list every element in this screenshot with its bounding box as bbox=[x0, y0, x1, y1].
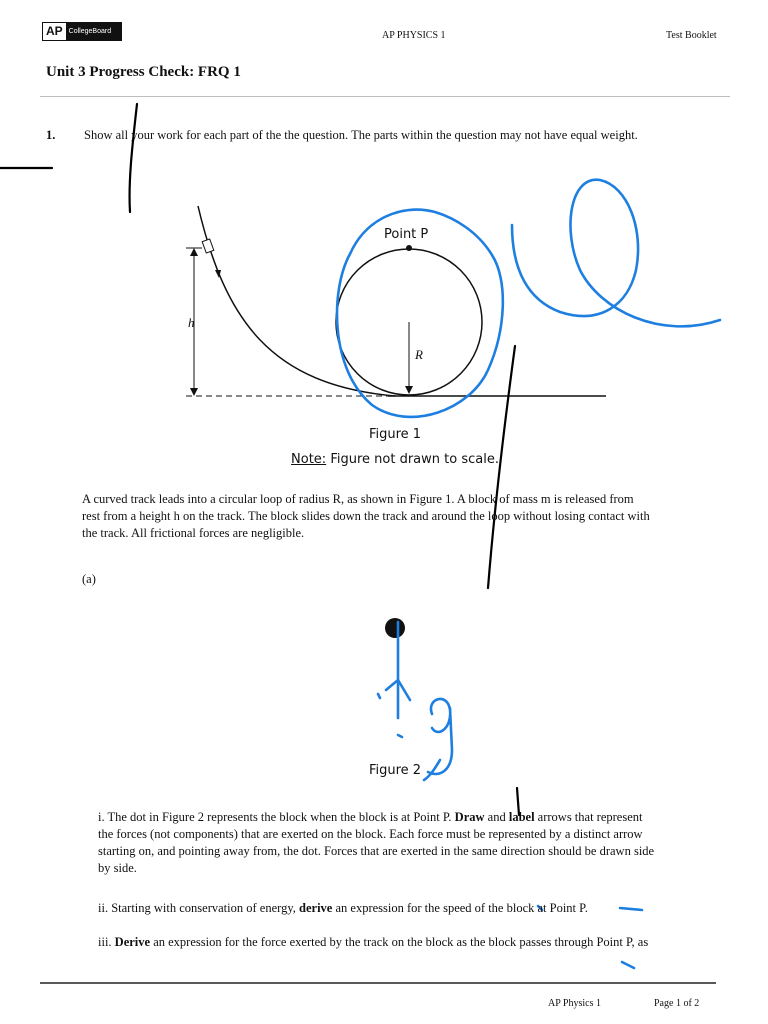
part-ii-derive: derive bbox=[299, 901, 333, 915]
part-iii-derive: Derive bbox=[114, 935, 151, 949]
problem-description bbox=[82, 491, 742, 542]
header-center: AP PHYSICS 1 bbox=[382, 30, 446, 41]
radius-label: R bbox=[415, 347, 423, 362]
part-i-line-4: by side. bbox=[98, 861, 137, 875]
part-i-text-b: and bbox=[484, 810, 509, 824]
note-text: Figure not drawn to scale. bbox=[326, 452, 499, 467]
ink-stroke-long bbox=[488, 346, 515, 588]
part-i-label: label bbox=[508, 810, 535, 824]
ink-dash-bottom bbox=[622, 962, 634, 968]
ink-scribble-e bbox=[512, 180, 720, 327]
footer-page-number: Page 1 of 2 bbox=[654, 998, 700, 1009]
point-p-dot bbox=[406, 245, 412, 251]
ink-dot-2 bbox=[398, 735, 402, 737]
header-right: Test Booklet bbox=[666, 30, 717, 41]
logo-collegeboard-text: CollegeBoard bbox=[66, 23, 121, 40]
logo-ap-text: AP bbox=[43, 23, 66, 40]
part-i-draw: Draw bbox=[454, 810, 485, 824]
part-ii bbox=[98, 900, 738, 917]
description-line-2: rest from a height h on the track. The block slides down the track and around the loop without losing contact with bbox=[82, 509, 650, 523]
footer-left: AP Physics 1 bbox=[548, 998, 601, 1009]
height-label: h bbox=[188, 315, 195, 330]
description-line-1: A curved track leads into a circular loop of radius R, as shown in Figure 1. A block of mass m is released from bbox=[82, 492, 634, 506]
question-instructions: Show all your work for each part of the the question. The parts within the question may not have equal weight. bbox=[84, 128, 638, 142]
part-ii-text-a: ii. Starting with conservation of energy, bbox=[98, 901, 300, 915]
height-arrowhead-top bbox=[190, 248, 198, 256]
part-ii-text-b: an expression for the speed of the block at Point P. bbox=[332, 901, 588, 915]
note-label: Note: bbox=[291, 452, 327, 467]
page-title: Unit 3 Progress Check: FRQ 1 bbox=[46, 64, 241, 80]
part-a-label: (a) bbox=[82, 572, 96, 586]
part-iii-text-a: iii. bbox=[98, 935, 115, 949]
figure-1-caption: Figure 1 bbox=[368, 427, 422, 442]
part-i-text-a: i. The dot in Figure 2 represents the block when the block is at Point P. bbox=[98, 810, 455, 824]
ink-dot-1 bbox=[378, 694, 380, 698]
description-line-3: the track. All frictional forces are negligible. bbox=[82, 526, 305, 540]
height-arrowhead-bottom bbox=[190, 388, 198, 396]
part-iii-text-b: an expression for the force exerted by the track on the block as the block passes through Point P, as bbox=[150, 935, 649, 949]
part-i-text-c: arrows that represent bbox=[534, 810, 643, 824]
part-iii bbox=[98, 934, 738, 951]
figure-2-caption: Figure 2 bbox=[368, 763, 422, 778]
figure-1-note bbox=[260, 452, 530, 467]
radius-arrowhead bbox=[405, 386, 413, 394]
part-i-line-3: starting on, and pointing away from, the dot. Forces that are exerted in the same direction should be drawn side bbox=[98, 844, 655, 858]
block-on-track bbox=[202, 239, 214, 253]
curved-track bbox=[198, 206, 395, 396]
part-i bbox=[98, 809, 738, 877]
ink-stroke-l bbox=[130, 104, 137, 212]
part-i-line-2: the forces (not components) that are exerted on the block. Each force must be represented by a distinct arrow bbox=[98, 827, 643, 841]
part-i-line-1 bbox=[98, 809, 738, 826]
figure-2-block-dot bbox=[385, 618, 405, 638]
point-p-label: Point P bbox=[384, 227, 429, 242]
question-number: 1. bbox=[46, 128, 56, 142]
motion-arrow bbox=[212, 255, 218, 272]
